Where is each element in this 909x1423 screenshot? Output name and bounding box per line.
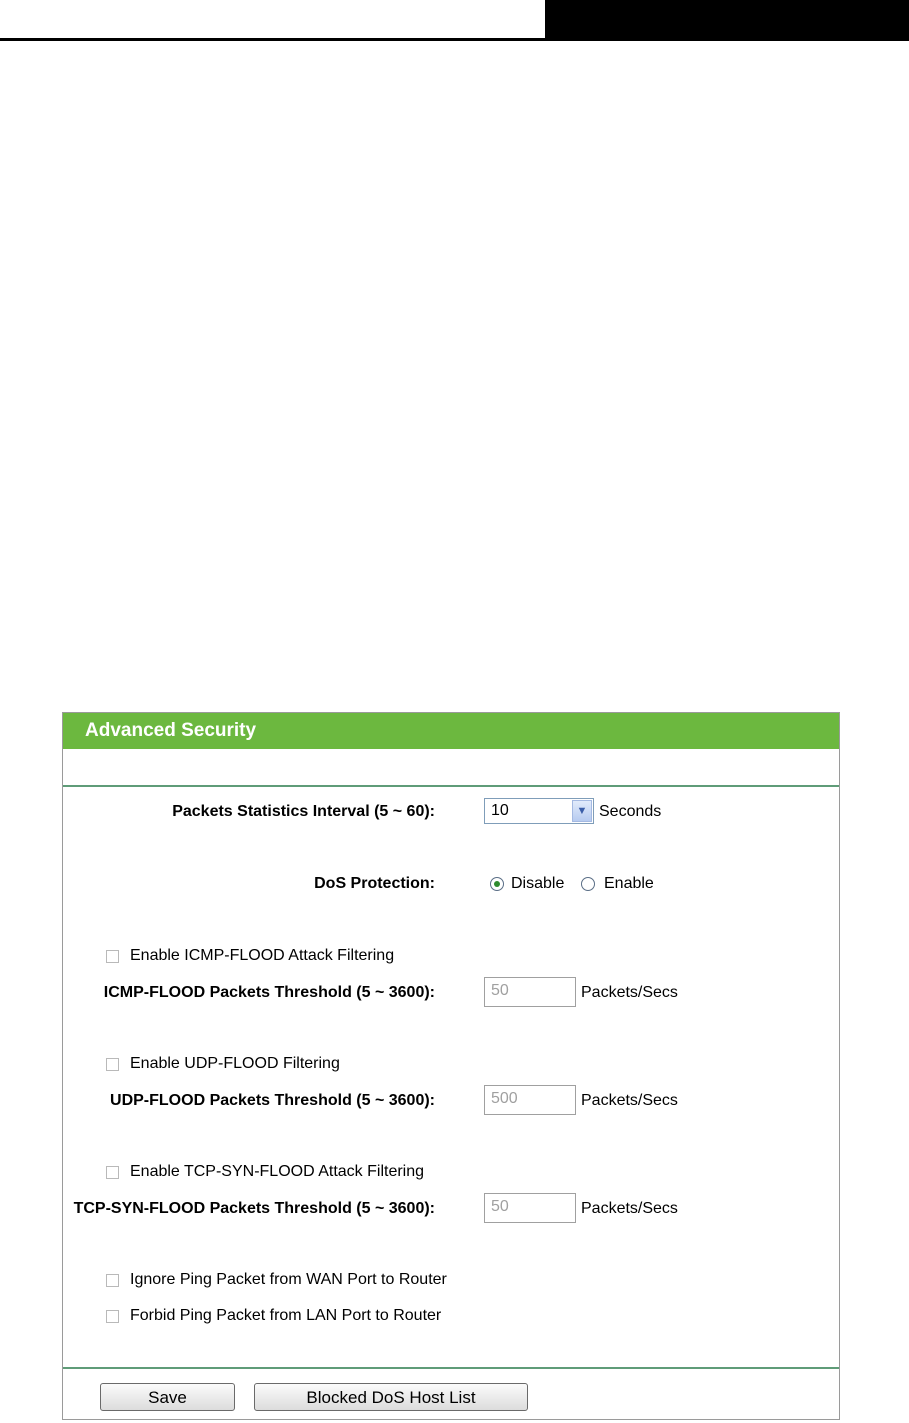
dos-disable-label: Disable (511, 875, 565, 892)
icmp-filter-checkbox[interactable] (106, 950, 119, 963)
tcp-syn-threshold-unit: Packets/Secs (581, 1200, 678, 1217)
udp-filter-label: Enable UDP-FLOOD Filtering (130, 1055, 340, 1072)
ignore-wan-ping-label: Ignore Ping Packet from WAN Port to Router (130, 1271, 447, 1288)
panel-title: Advanced Security (63, 713, 839, 749)
tcp-syn-threshold-label: TCP-SYN-FLOOD Packets Threshold (5 ~ 3600): (73, 1200, 435, 1217)
interval-select[interactable] (484, 798, 594, 824)
interval-select-value: 10 (491, 802, 509, 819)
udp-filter-checkbox[interactable] (106, 1058, 119, 1071)
tcp-syn-filter-label: Enable TCP-SYN-FLOOD Attack Filtering (130, 1163, 425, 1180)
tcp-syn-filter-checkbox[interactable] (106, 1166, 119, 1179)
ignore-wan-ping-checkbox[interactable] (106, 1274, 119, 1287)
dos-enable-radio[interactable] (581, 877, 595, 891)
tcp-syn-threshold-input[interactable]: 50 (484, 1193, 576, 1223)
interval-label: Packets Statistics Interval (5 ~ 60): (172, 803, 435, 820)
interval-unit: Seconds (599, 803, 662, 820)
dos-protection-label: DoS Protection: (314, 875, 435, 892)
udp-threshold-unit: Packets/Secs (581, 1092, 678, 1109)
udp-threshold-input[interactable]: 500 (484, 1085, 576, 1115)
advanced-security-panel (62, 712, 840, 1420)
forbid-lan-ping-checkbox[interactable] (106, 1310, 119, 1323)
dos-enable-label: Enable (604, 875, 654, 892)
icmp-threshold-input[interactable]: 50 (484, 977, 576, 1007)
udp-threshold-label: UDP-FLOOD Packets Threshold (5 ~ 3600): (110, 1092, 435, 1109)
header-rule (0, 38, 909, 41)
icmp-threshold-label: ICMP-FLOOD Packets Threshold (5 ~ 3600): (103, 984, 435, 1001)
blocked-dos-host-list-button[interactable]: Blocked DoS Host List (254, 1383, 528, 1411)
header-black-block (545, 0, 909, 38)
chevron-down-icon[interactable]: ▼ (572, 800, 592, 822)
forbid-lan-ping-label: Forbid Ping Packet from LAN Port to Router (130, 1307, 442, 1324)
dos-disable-radio[interactable] (490, 877, 504, 891)
save-button[interactable]: Save (100, 1383, 235, 1411)
top-divider (63, 785, 839, 787)
icmp-filter-label: Enable ICMP-FLOOD Attack Filtering (130, 947, 395, 964)
bottom-divider (63, 1367, 839, 1369)
icmp-threshold-unit: Packets/Secs (581, 984, 678, 1001)
